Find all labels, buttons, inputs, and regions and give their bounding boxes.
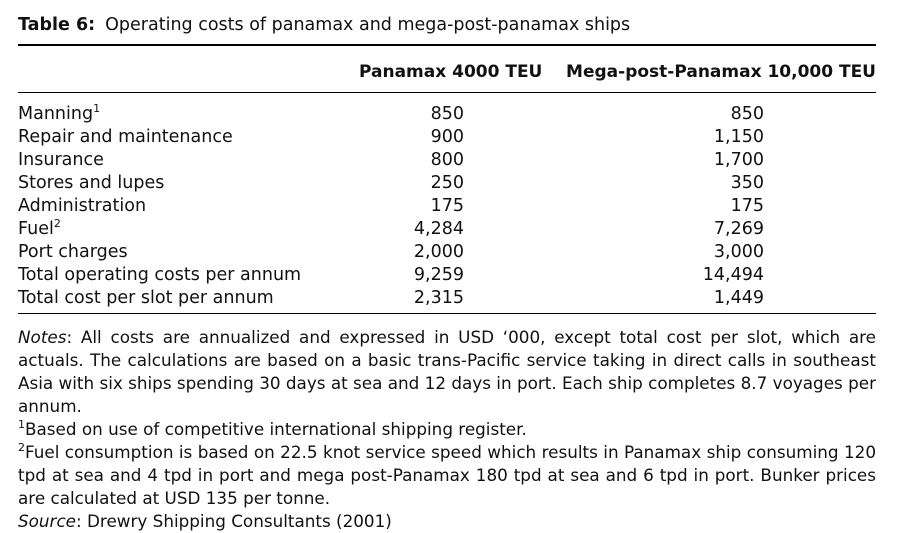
- cell-mega-post-panamax: 7,269: [713, 219, 764, 239]
- cell-mega-post-panamax: 1,150: [713, 127, 764, 147]
- column-header-mega-post-panamax: Mega-post-Panamax 10,000 TEU: [566, 62, 876, 82]
- row-label-text: Port charges: [18, 242, 128, 262]
- source-text: : Drewry Shipping Consultants (2001): [76, 511, 392, 531]
- row-label-text: Administration: [18, 196, 147, 216]
- source-line: [18, 510, 876, 533]
- table-body: [18, 103, 876, 310]
- row-label: [18, 195, 146, 218]
- table-row: [18, 195, 876, 218]
- column-header-panamax: Panamax 4000 TEU: [359, 62, 543, 82]
- footnote-2-mark: 2: [18, 441, 25, 454]
- table-row: [18, 287, 876, 310]
- header-rule: [18, 92, 876, 93]
- row-label-text: Manning: [18, 104, 94, 124]
- caption-label: Table 6:: [18, 15, 96, 35]
- table-row: [18, 241, 876, 264]
- cell-panamax: 250: [430, 173, 464, 193]
- cell-panamax: 4,284: [413, 219, 464, 239]
- cell-mega-post-panamax: 175: [730, 196, 764, 216]
- footnote-2: [18, 441, 876, 510]
- row-label: [18, 287, 274, 310]
- table-notes: [18, 326, 876, 533]
- cell-mega-post-panamax: 1,700: [713, 150, 764, 170]
- footnote-1-text: Based on use of competitive international shipping register.: [25, 419, 527, 439]
- cell-mega-post-panamax: 14,494: [702, 265, 764, 285]
- notes-text: : All costs are annualized and expressed in USD ‘000, except total cost per slot, which are actuals. The calculations are based on a basic trans-Pacific service taking in direct calls in southeast Asia with six ships spending 30 days at sea and 12 days in port. Each ship completes 8.7 voyages per annum.: [18, 327, 876, 416]
- cell-mega-post-panamax: 3,000: [713, 242, 764, 262]
- notes-label: Notes: [18, 327, 67, 347]
- row-label: [18, 172, 164, 195]
- row-label-text: Total cost per slot per annum: [18, 288, 274, 308]
- row-label-text: Stores and lupes: [18, 173, 165, 193]
- footnote-marker: 1: [93, 102, 101, 115]
- table-row: [18, 264, 876, 287]
- table-row: [18, 126, 876, 149]
- cell-panamax: 850: [430, 104, 464, 124]
- row-label: [18, 241, 128, 264]
- row-label-text: Fuel: [18, 219, 54, 239]
- cell-panamax: 900: [430, 127, 464, 147]
- row-label-text: Repair and maintenance: [18, 127, 233, 147]
- row-label: [18, 103, 100, 126]
- caption-title: Operating costs of panamax and mega-post-panamax ships: [105, 15, 631, 35]
- cell-panamax: 9,259: [413, 265, 464, 285]
- table-row: [18, 172, 876, 195]
- footnote-marker: 2: [53, 217, 61, 230]
- table-row: [18, 149, 876, 172]
- cell-mega-post-panamax: 850: [730, 104, 764, 124]
- cell-panamax: 2,000: [413, 242, 464, 262]
- row-label-text: Insurance: [18, 150, 104, 170]
- footnote-1-mark: 1: [18, 418, 25, 431]
- footnote-2-text: Fuel consumption is based on 22.5 knot service speed which results in Panamax ship consuming 120 tpd at sea and 4 tpd in port and mega post-Panamax 180 tpd at sea and 6 tpd in port. Bunker prices are calculated at USD 135 per tonne.: [18, 442, 876, 508]
- footnote-1: [18, 418, 876, 441]
- table-row: [18, 218, 876, 241]
- notes-paragraph: [18, 326, 876, 418]
- cell-mega-post-panamax: 1,449: [713, 288, 764, 308]
- row-label: [18, 149, 104, 172]
- top-rule: [18, 44, 876, 46]
- table-row: [18, 103, 876, 126]
- row-label: [18, 126, 233, 149]
- row-label-text: Total operating costs per annum: [18, 265, 302, 285]
- row-label: [18, 218, 61, 241]
- cell-panamax: 175: [430, 196, 464, 216]
- row-label: [18, 264, 301, 287]
- source-label: Source: [18, 511, 77, 531]
- cell-panamax: 2,315: [413, 288, 464, 308]
- bottom-rule: [18, 313, 876, 314]
- cell-mega-post-panamax: 350: [730, 173, 764, 193]
- cell-panamax: 800: [430, 150, 464, 170]
- table-caption: [18, 13, 630, 37]
